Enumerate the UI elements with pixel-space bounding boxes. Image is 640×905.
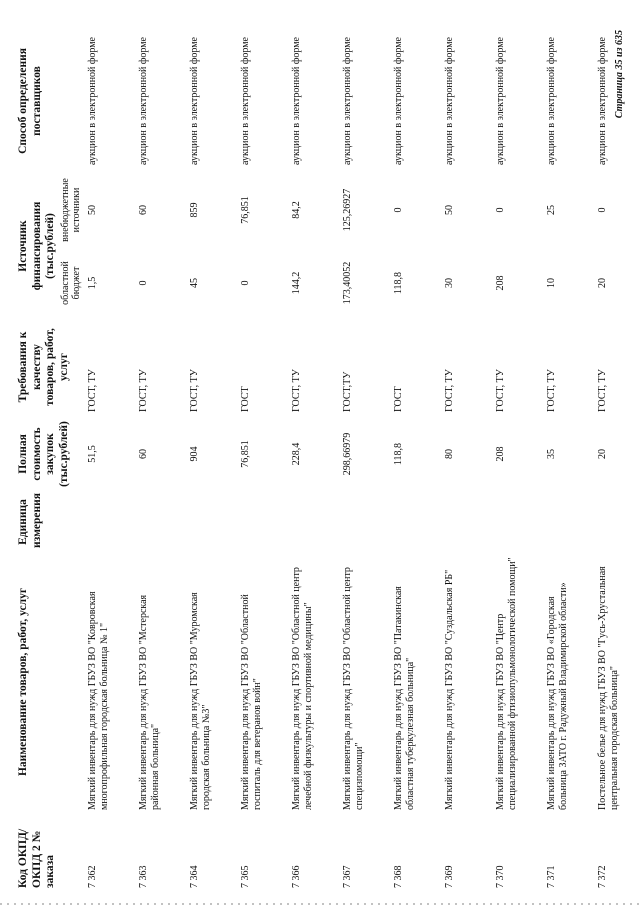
- header-financing-regional: областной бюджет: [59, 261, 83, 305]
- table-row: [187, 29, 238, 891]
- row-unit: [289, 493, 340, 551]
- row-code: 7 364: [189, 865, 201, 888]
- row-cost: 35: [546, 449, 558, 459]
- row-name: Мягкий инвентарь для нужд ГБУЗ ВО "Муромская городская больница №3": [189, 592, 213, 810]
- row-name: Мягкий инвентарь для нужд ГБУЗ ВО "Патакинская областная туберкулезная больница": [393, 586, 417, 810]
- row-method: аукцион в электронной форме: [138, 37, 150, 165]
- row-cost: 80: [444, 449, 456, 459]
- row-code: 7 363: [138, 865, 150, 888]
- row-regional: 173,40052: [342, 261, 354, 305]
- header-method: Способ определения поставщиков: [17, 48, 43, 154]
- row-extrabudget: 0: [393, 207, 405, 213]
- row-unit: [340, 493, 391, 551]
- row-cost: 76,851: [240, 440, 252, 468]
- table-row: [595, 29, 640, 891]
- row-unit: [136, 493, 187, 551]
- row-name: Мягкий инвентарь для нужд ГБУЗ ВО «Городская больница ЗАТО г. Радужный Владимирской области»: [546, 582, 570, 810]
- row-extrabudget: 76,851: [240, 196, 252, 224]
- table-row: [442, 29, 493, 891]
- procurement-table: [14, 29, 640, 891]
- row-extrabudget: 0: [495, 207, 507, 213]
- header-full-cost: Полная стоимость закупок (тыс.рублей): [17, 421, 70, 487]
- row-extrabudget: 84,2: [291, 201, 303, 219]
- row-name: Мягкий инвентарь для нужд ГБУЗ ВО "Мстерская районная больница": [138, 594, 162, 810]
- row-name: Мягкий инвентарь для нужд ГБУЗ ВО "Областной госпиталь для ветеранов войн": [240, 594, 264, 810]
- row-requirements: ГОСТ, ТУ: [597, 369, 609, 412]
- row-extrabudget: 859: [189, 202, 201, 218]
- row-regional: 45: [189, 278, 201, 288]
- row-requirements: ГОСТ: [240, 386, 252, 412]
- header-code: Код ОКПД/ ОКПД 2 № заказа: [17, 828, 57, 888]
- header-requirements: Требования к качеству товаров, работ, услуг: [17, 328, 70, 406]
- row-requirements: ГОСТ,ТУ: [342, 371, 354, 412]
- row-requirements: ГОСТ, ТУ: [138, 369, 150, 412]
- row-code: 7 372: [597, 865, 609, 888]
- row-method: аукцион в электронной форме: [342, 37, 354, 165]
- row-method: аукцион в электронной форме: [87, 37, 99, 165]
- row-code: 7 367: [342, 865, 354, 888]
- row-requirements: ГОСТ, ТУ: [546, 369, 558, 412]
- row-name: Мягкий инвентарь для нужд ГБУЗ ВО "Ковровская многопрофильная городская больница № 1": [87, 591, 111, 810]
- row-method: аукцион в электронной форме: [597, 37, 609, 165]
- row-cost: 20: [597, 449, 609, 459]
- row-unit: [238, 493, 289, 551]
- row-method: аукцион в электронной форме: [444, 37, 456, 165]
- row-cost: 118,8: [393, 442, 405, 466]
- row-requirements: ГОСТ, ТУ: [87, 369, 99, 412]
- row-unit: [442, 493, 493, 551]
- table-row: [340, 29, 391, 891]
- row-code: 7 362: [87, 865, 99, 888]
- row-unit: [391, 493, 442, 551]
- row-cost: 298,66979: [342, 432, 354, 476]
- row-regional: 30: [444, 278, 456, 288]
- row-name: Мягкий инвентарь для нужд ГБУЗ ВО "Областной центр лечебной физкультуры и спортивной медицины": [291, 567, 315, 810]
- row-regional: 0: [138, 280, 150, 286]
- table-row: [85, 29, 136, 891]
- table-row: [493, 29, 544, 891]
- row-requirements: ГОСТ, ТУ: [444, 369, 456, 412]
- row-regional: 118,8: [393, 271, 405, 295]
- table-body: [85, 29, 640, 891]
- table-row: [391, 29, 442, 891]
- row-name: Мягкий инвентарь для нужд ГБУЗ ВО "Центр специализированной фтизиопульмонологической помощи": [495, 557, 519, 810]
- row-cost: 51,5: [87, 445, 99, 463]
- row-regional: 144,2: [291, 271, 303, 295]
- row-code: 7 368: [393, 865, 405, 888]
- row-method: аукцион в электронной форме: [546, 37, 558, 165]
- row-name: Мягкий инвентарь для нужд ГБУЗ ВО "Суздальская РБ": [444, 569, 456, 810]
- row-requirements: ГОСТ, ТУ: [291, 369, 303, 412]
- row-method: аукцион в электронной форме: [189, 37, 201, 165]
- row-unit: [595, 493, 640, 551]
- row-method: аукцион в электронной форме: [495, 37, 507, 165]
- row-code: 7 371: [546, 865, 558, 888]
- row-code: 7 369: [444, 865, 456, 888]
- row-extrabudget: 50: [444, 205, 456, 215]
- row-extrabudget: 0: [597, 207, 609, 213]
- row-requirements: ГОСТ: [393, 386, 405, 412]
- row-cost: 60: [138, 449, 150, 459]
- row-unit: [187, 493, 238, 551]
- row-code: 7 365: [240, 865, 252, 888]
- table-row: [136, 29, 187, 891]
- header-unit: Единица измерения: [17, 493, 43, 548]
- row-regional: 208: [495, 275, 507, 291]
- header-financing: Источник финансирования (тыс.рублей): [17, 201, 57, 291]
- row-name: Постельное белье для нужд ГБУЗ ВО "Гусь-Хрустальная центральная городская больница": [597, 566, 621, 810]
- row-extrabudget: 60: [138, 205, 150, 215]
- row-regional: 10: [546, 278, 558, 288]
- row-cost: 208: [495, 446, 507, 462]
- row-code: 7 366: [291, 865, 303, 888]
- row-cost: 228,4: [291, 442, 303, 466]
- row-regional: 1,5: [87, 276, 99, 290]
- row-unit: [544, 493, 595, 551]
- row-unit: [85, 493, 136, 551]
- header-name: Наименование товаров, работ, услуг: [17, 587, 29, 777]
- header-financing-extrabudget: внебюджетные источники: [59, 178, 83, 242]
- row-extrabudget: 50: [87, 205, 99, 215]
- row-regional: 0: [240, 280, 252, 286]
- row-extrabudget: 25: [546, 205, 558, 215]
- table-row: [238, 29, 289, 891]
- row-code: 7 370: [495, 865, 507, 888]
- row-name: Мягкий инвентарь для нужд ГБУЗ ВО "Областной центр специзпомощи": [342, 567, 366, 810]
- table-header: [14, 29, 85, 891]
- page-number: Страница 35 из 635: [614, 30, 625, 119]
- table-row: [544, 29, 595, 891]
- row-cost: 904: [189, 446, 201, 462]
- table-row: [289, 29, 340, 891]
- row-unit: [493, 493, 544, 551]
- row-method: аукцион в электронной форме: [291, 37, 303, 165]
- row-method: аукцион в электронной форме: [240, 37, 252, 165]
- row-extrabudget: 125,26927: [342, 188, 354, 232]
- row-regional: 20: [597, 278, 609, 288]
- row-requirements: ГОСТ, ТУ: [189, 369, 201, 412]
- row-method: аукцион в электронной форме: [393, 37, 405, 165]
- row-requirements: ГОСТ, ТУ: [495, 369, 507, 412]
